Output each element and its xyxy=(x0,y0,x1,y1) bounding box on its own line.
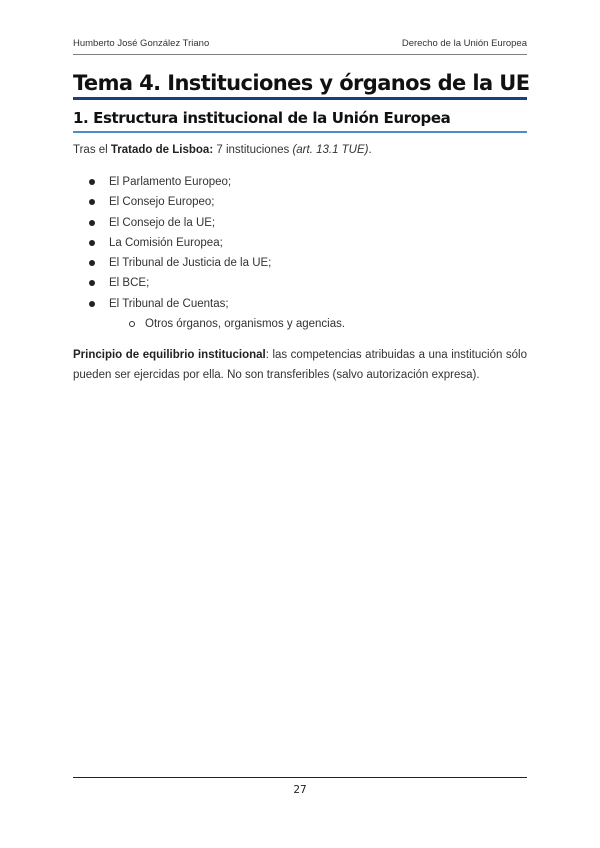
list-item-text: El BCE; xyxy=(109,277,150,290)
section-heading: 1. Estructura institucional de la Unión Europea xyxy=(73,109,451,127)
bullet-icon xyxy=(89,220,95,226)
list-item-text: El Consejo Europeo; xyxy=(109,196,215,209)
list-item-text: El Tribunal de Justicia de la UE; xyxy=(109,257,272,270)
bullet-icon xyxy=(89,179,95,185)
bullet-icon xyxy=(89,240,95,246)
sub-list-item-text: Otros órganos, organismos y agencias. xyxy=(145,318,346,331)
intro-paragraph xyxy=(73,144,372,156)
list-item-text: El Tribunal de Cuentas; xyxy=(109,297,229,310)
header-divider xyxy=(73,54,527,55)
page-header xyxy=(73,38,527,52)
list-item xyxy=(73,172,527,192)
list-item xyxy=(73,294,527,314)
header-course: Derecho de la Unión Europea xyxy=(401,38,527,49)
list-item-text: La Comisión Europea; xyxy=(109,236,223,249)
list-item xyxy=(73,233,527,253)
sub-list-item xyxy=(73,314,527,334)
bullet-icon xyxy=(89,280,95,286)
list-item-text: El Parlamento Europeo; xyxy=(109,176,232,188)
principle-term: Principio de equilibrio institucional xyxy=(73,349,266,361)
section-underline xyxy=(73,131,527,133)
list-item xyxy=(73,253,527,273)
principle-paragraph xyxy=(73,345,527,386)
treaty-name: Tratado de Lisboa: xyxy=(110,144,214,156)
footer-divider xyxy=(73,777,527,778)
list-item xyxy=(73,273,527,293)
list-item xyxy=(73,192,527,212)
intro-suffix: . xyxy=(368,144,372,156)
article-citation: (art. 13.1 TUE) xyxy=(292,144,369,156)
bullet-icon xyxy=(89,199,95,205)
institutions-list xyxy=(73,172,527,334)
title-underline xyxy=(73,97,527,100)
hollow-bullet-icon xyxy=(129,321,135,327)
header-author: Humberto José González Triano xyxy=(73,38,210,49)
page-title: Tema 4. Instituciones y órganos de la UE xyxy=(73,71,530,95)
intro-prefix: Tras el xyxy=(73,144,111,156)
list-item-text: El Consejo de la UE; xyxy=(109,216,216,229)
principle-text: : las competencias atribuidas a una institución sólo pueden ser ejercidas por ella. No son transferibles (salvo autorización expresa). xyxy=(73,349,527,382)
page-number: 27 xyxy=(293,783,307,796)
bullet-icon xyxy=(89,260,95,266)
intro-middle: 7 instituciones xyxy=(213,144,293,156)
list-item xyxy=(73,213,527,233)
bullet-icon xyxy=(89,301,95,307)
